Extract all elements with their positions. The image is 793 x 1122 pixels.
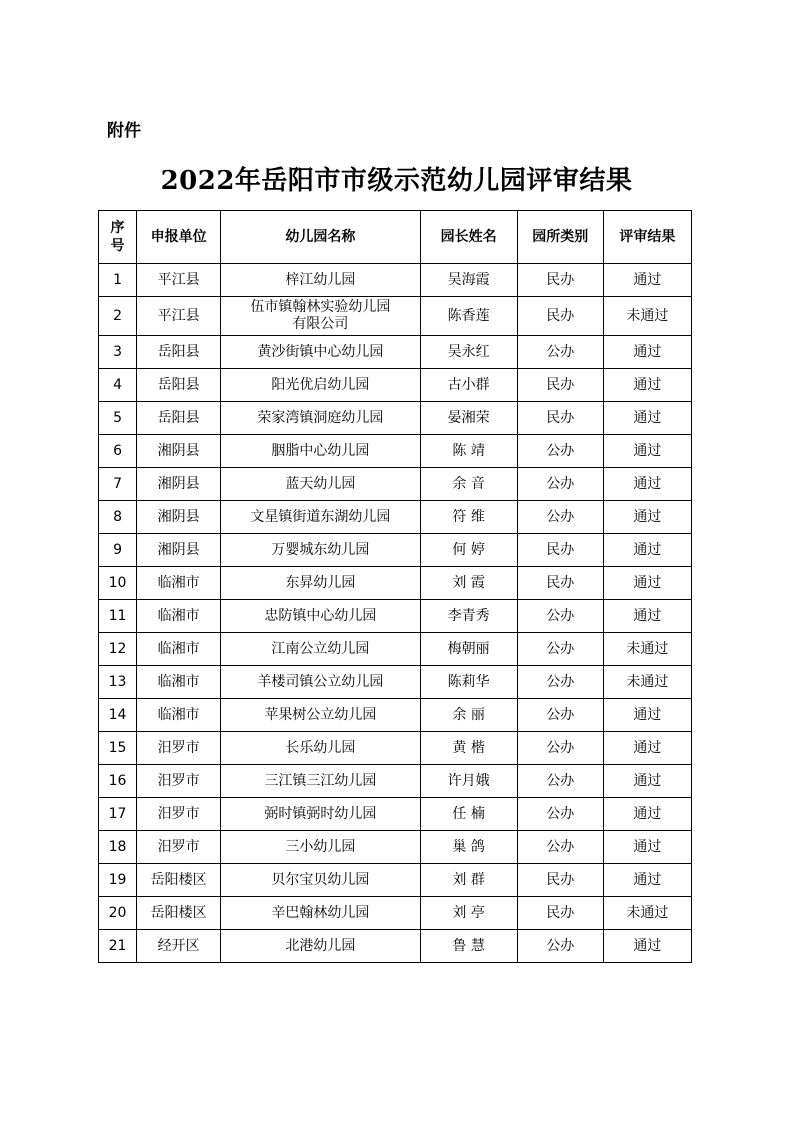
header-no-line1: 序: [110, 220, 125, 236]
row-unit-cell: 临湘市: [137, 666, 221, 699]
row-type-cell: 公办: [517, 798, 603, 831]
row-type-cell: 公办: [517, 699, 603, 732]
row-type-cell: 民办: [517, 402, 603, 435]
row-head-cell: 吴永红: [420, 336, 517, 369]
row-head-cell: 符 维: [420, 501, 517, 534]
row-type-cell: 公办: [517, 666, 603, 699]
row-name-cell: 忠防镇中心幼儿园: [221, 600, 420, 633]
row-unit-cell: 岳阳县: [137, 369, 221, 402]
row-head-cell: 刘 群: [420, 864, 517, 897]
row-unit-cell: 临湘市: [137, 567, 221, 600]
row-name-cell: 三江镇三江幼儿园: [221, 765, 420, 798]
row-no-cell: 9: [99, 534, 137, 567]
row-result-cell: 通过: [603, 930, 691, 963]
row-no-cell: 5: [99, 402, 137, 435]
row-result-cell: 通过: [603, 501, 691, 534]
row-result-cell: 通过: [603, 534, 691, 567]
row-unit-cell: 汨罗市: [137, 798, 221, 831]
table-row: [99, 468, 692, 501]
row-result-cell: 通过: [603, 864, 691, 897]
table-row: [99, 666, 692, 699]
row-unit-cell: 经开区: [137, 930, 221, 963]
table-row: [99, 501, 692, 534]
row-name-cell: 蓝天幼儿园: [221, 468, 420, 501]
row-head-cell: 李青秀: [420, 600, 517, 633]
row-result-cell: 通过: [603, 336, 691, 369]
row-no-cell: 3: [99, 336, 137, 369]
table-row: [99, 336, 692, 369]
table-row: [99, 930, 692, 963]
row-name-cell: 江南公立幼儿园: [221, 633, 420, 666]
row-no-cell: 20: [99, 897, 137, 930]
row-no-cell: 15: [99, 732, 137, 765]
row-head-cell: 余 音: [420, 468, 517, 501]
row-name-cell: 东昇幼儿园: [221, 567, 420, 600]
row-result-cell: 通过: [603, 369, 691, 402]
row-no-cell: 16: [99, 765, 137, 798]
page-title: 2022年岳阳市市级示范幼儿园评审结果: [160, 166, 633, 196]
table-row: [99, 732, 692, 765]
header-head: 园长姓名: [420, 211, 517, 264]
row-unit-cell: 平江县: [137, 264, 221, 297]
row-name-cell: 羊楼司镇公立幼儿园: [221, 666, 420, 699]
row-type-cell: 公办: [517, 468, 603, 501]
table-row: [99, 402, 692, 435]
row-result-cell: 通过: [603, 435, 691, 468]
row-no-cell: 8: [99, 501, 137, 534]
row-unit-cell: 平江县: [137, 297, 221, 336]
row-name-cell: 胭脂中心幼儿园: [221, 435, 420, 468]
row-type-cell: 公办: [517, 600, 603, 633]
table-row: [99, 633, 692, 666]
row-type-cell: 民办: [517, 369, 603, 402]
row-name-cell: 长乐幼儿园: [221, 732, 420, 765]
row-result-cell: 通过: [603, 468, 691, 501]
row-no-cell: 2: [99, 297, 137, 336]
table-row: [99, 798, 692, 831]
row-type-cell: 公办: [517, 732, 603, 765]
row-no-cell: 14: [99, 699, 137, 732]
row-unit-cell: 岳阳县: [137, 402, 221, 435]
row-result-cell: 未通过: [603, 297, 691, 336]
row-name-cell: 万婴城东幼儿园: [221, 534, 420, 567]
row-result-cell: 通过: [603, 699, 691, 732]
row-type-cell: 民办: [517, 897, 603, 930]
row-unit-cell: 汨罗市: [137, 831, 221, 864]
row-unit-cell: 湘阴县: [137, 468, 221, 501]
attachment-label: 附件: [107, 121, 141, 141]
table-row: [99, 567, 692, 600]
row-result-cell: 未通过: [603, 633, 691, 666]
row-no-cell: 21: [99, 930, 137, 963]
row-head-cell: 刘 霞: [420, 567, 517, 600]
row-type-cell: 公办: [517, 435, 603, 468]
row-type-cell: 民办: [517, 297, 603, 336]
header-type: 园所类别: [517, 211, 603, 264]
row-type-cell: 民办: [517, 534, 603, 567]
row-no-cell: 4: [99, 369, 137, 402]
header-unit: 申报单位: [137, 211, 221, 264]
row-unit-cell: 湘阴县: [137, 534, 221, 567]
row-head-cell: 许月娥: [420, 765, 517, 798]
row-unit-cell: 岳阳楼区: [137, 897, 221, 930]
row-type-cell: 民办: [517, 264, 603, 297]
row-no-cell: 1: [99, 264, 137, 297]
row-type-cell: 公办: [517, 501, 603, 534]
row-unit-cell: 湘阴县: [137, 435, 221, 468]
row-head-cell: 余 丽: [420, 699, 517, 732]
row-type-cell: 公办: [517, 336, 603, 369]
row-no-cell: 19: [99, 864, 137, 897]
row-result-cell: 未通过: [603, 666, 691, 699]
row-result-cell: 通过: [603, 765, 691, 798]
row-name-cell: 阳光优启幼儿园: [221, 369, 420, 402]
row-unit-cell: 临湘市: [137, 600, 221, 633]
row-name-cell: 北港幼儿园: [221, 930, 420, 963]
table-row: [99, 699, 692, 732]
header-name: 幼儿园名称: [221, 211, 420, 264]
row-name-line1: 伍市镇翰林实验幼儿园: [250, 299, 391, 315]
row-unit-cell: 汨罗市: [137, 765, 221, 798]
table-row: [99, 369, 692, 402]
table-row: [99, 264, 692, 297]
table-row: [99, 864, 692, 897]
row-head-cell: 鲁 慧: [420, 930, 517, 963]
row-no-cell: 18: [99, 831, 137, 864]
row-type-cell: 民办: [517, 567, 603, 600]
results-table: [98, 210, 692, 963]
row-result-cell: 通过: [603, 567, 691, 600]
table-row: [99, 435, 692, 468]
row-name-cell: 三小幼儿园: [221, 831, 420, 864]
row-head-cell: 巢 鸽: [420, 831, 517, 864]
row-no-cell: 7: [99, 468, 137, 501]
row-head-cell: 梅朝丽: [420, 633, 517, 666]
row-type-cell: 公办: [517, 633, 603, 666]
row-result-cell: 通过: [603, 264, 691, 297]
table-row: [99, 600, 692, 633]
row-head-cell: 刘 亭: [420, 897, 517, 930]
row-type-cell: 公办: [517, 930, 603, 963]
row-result-cell: 未通过: [603, 897, 691, 930]
table-body: [99, 264, 692, 963]
row-unit-cell: 汨罗市: [137, 732, 221, 765]
row-name-cell: 黄沙街镇中心幼儿园: [221, 336, 420, 369]
header-no-line2: 号: [110, 238, 125, 254]
row-no-cell: 17: [99, 798, 137, 831]
row-head-cell: 任 楠: [420, 798, 517, 831]
row-name-cell: 文星镇街道东湖幼儿园: [221, 501, 420, 534]
row-result-cell: 通过: [603, 402, 691, 435]
row-no-cell: 11: [99, 600, 137, 633]
row-no-cell: 13: [99, 666, 137, 699]
row-no-cell: 10: [99, 567, 137, 600]
row-name-cell: 弼时镇弼时幼儿园: [221, 798, 420, 831]
row-head-cell: 何 婷: [420, 534, 517, 567]
row-name-cell: 苹果树公立幼儿园: [221, 699, 420, 732]
table-row: [99, 534, 692, 567]
row-result-cell: 通过: [603, 798, 691, 831]
row-head-cell: 晏湘荣: [420, 402, 517, 435]
table-row: [99, 765, 692, 798]
row-name-cell: 辛巴翰林幼儿园: [221, 897, 420, 930]
row-head-cell: 陈香莲: [420, 297, 517, 336]
table-row: [99, 831, 692, 864]
row-name-cell: 梓江幼儿园: [221, 264, 420, 297]
row-no-cell: 6: [99, 435, 137, 468]
row-unit-cell: 临湘市: [137, 633, 221, 666]
row-type-cell: 公办: [517, 831, 603, 864]
table-header-row: [99, 211, 692, 264]
header-no: [99, 211, 137, 264]
row-type-cell: 公办: [517, 765, 603, 798]
row-name-line2: 有限公司: [292, 316, 349, 332]
row-name-cell: 贝尔宝贝幼儿园: [221, 864, 420, 897]
table-row: [99, 897, 692, 930]
row-head-cell: 陈 靖: [420, 435, 517, 468]
table-row: [99, 297, 692, 336]
header-result: 评审结果: [603, 211, 691, 264]
row-head-cell: 吴海霞: [420, 264, 517, 297]
row-result-cell: 通过: [603, 732, 691, 765]
row-name-cell: [221, 297, 420, 336]
row-head-cell: 陈莉华: [420, 666, 517, 699]
row-head-cell: 黄 楷: [420, 732, 517, 765]
row-unit-cell: 湘阴县: [137, 501, 221, 534]
row-unit-cell: 岳阳楼区: [137, 864, 221, 897]
row-result-cell: 通过: [603, 600, 691, 633]
row-unit-cell: 临湘市: [137, 699, 221, 732]
row-head-cell: 古小群: [420, 369, 517, 402]
row-name-cell: 荣家湾镇洞庭幼儿园: [221, 402, 420, 435]
row-type-cell: 民办: [517, 864, 603, 897]
row-result-cell: 通过: [603, 831, 691, 864]
row-no-cell: 12: [99, 633, 137, 666]
row-unit-cell: 岳阳县: [137, 336, 221, 369]
